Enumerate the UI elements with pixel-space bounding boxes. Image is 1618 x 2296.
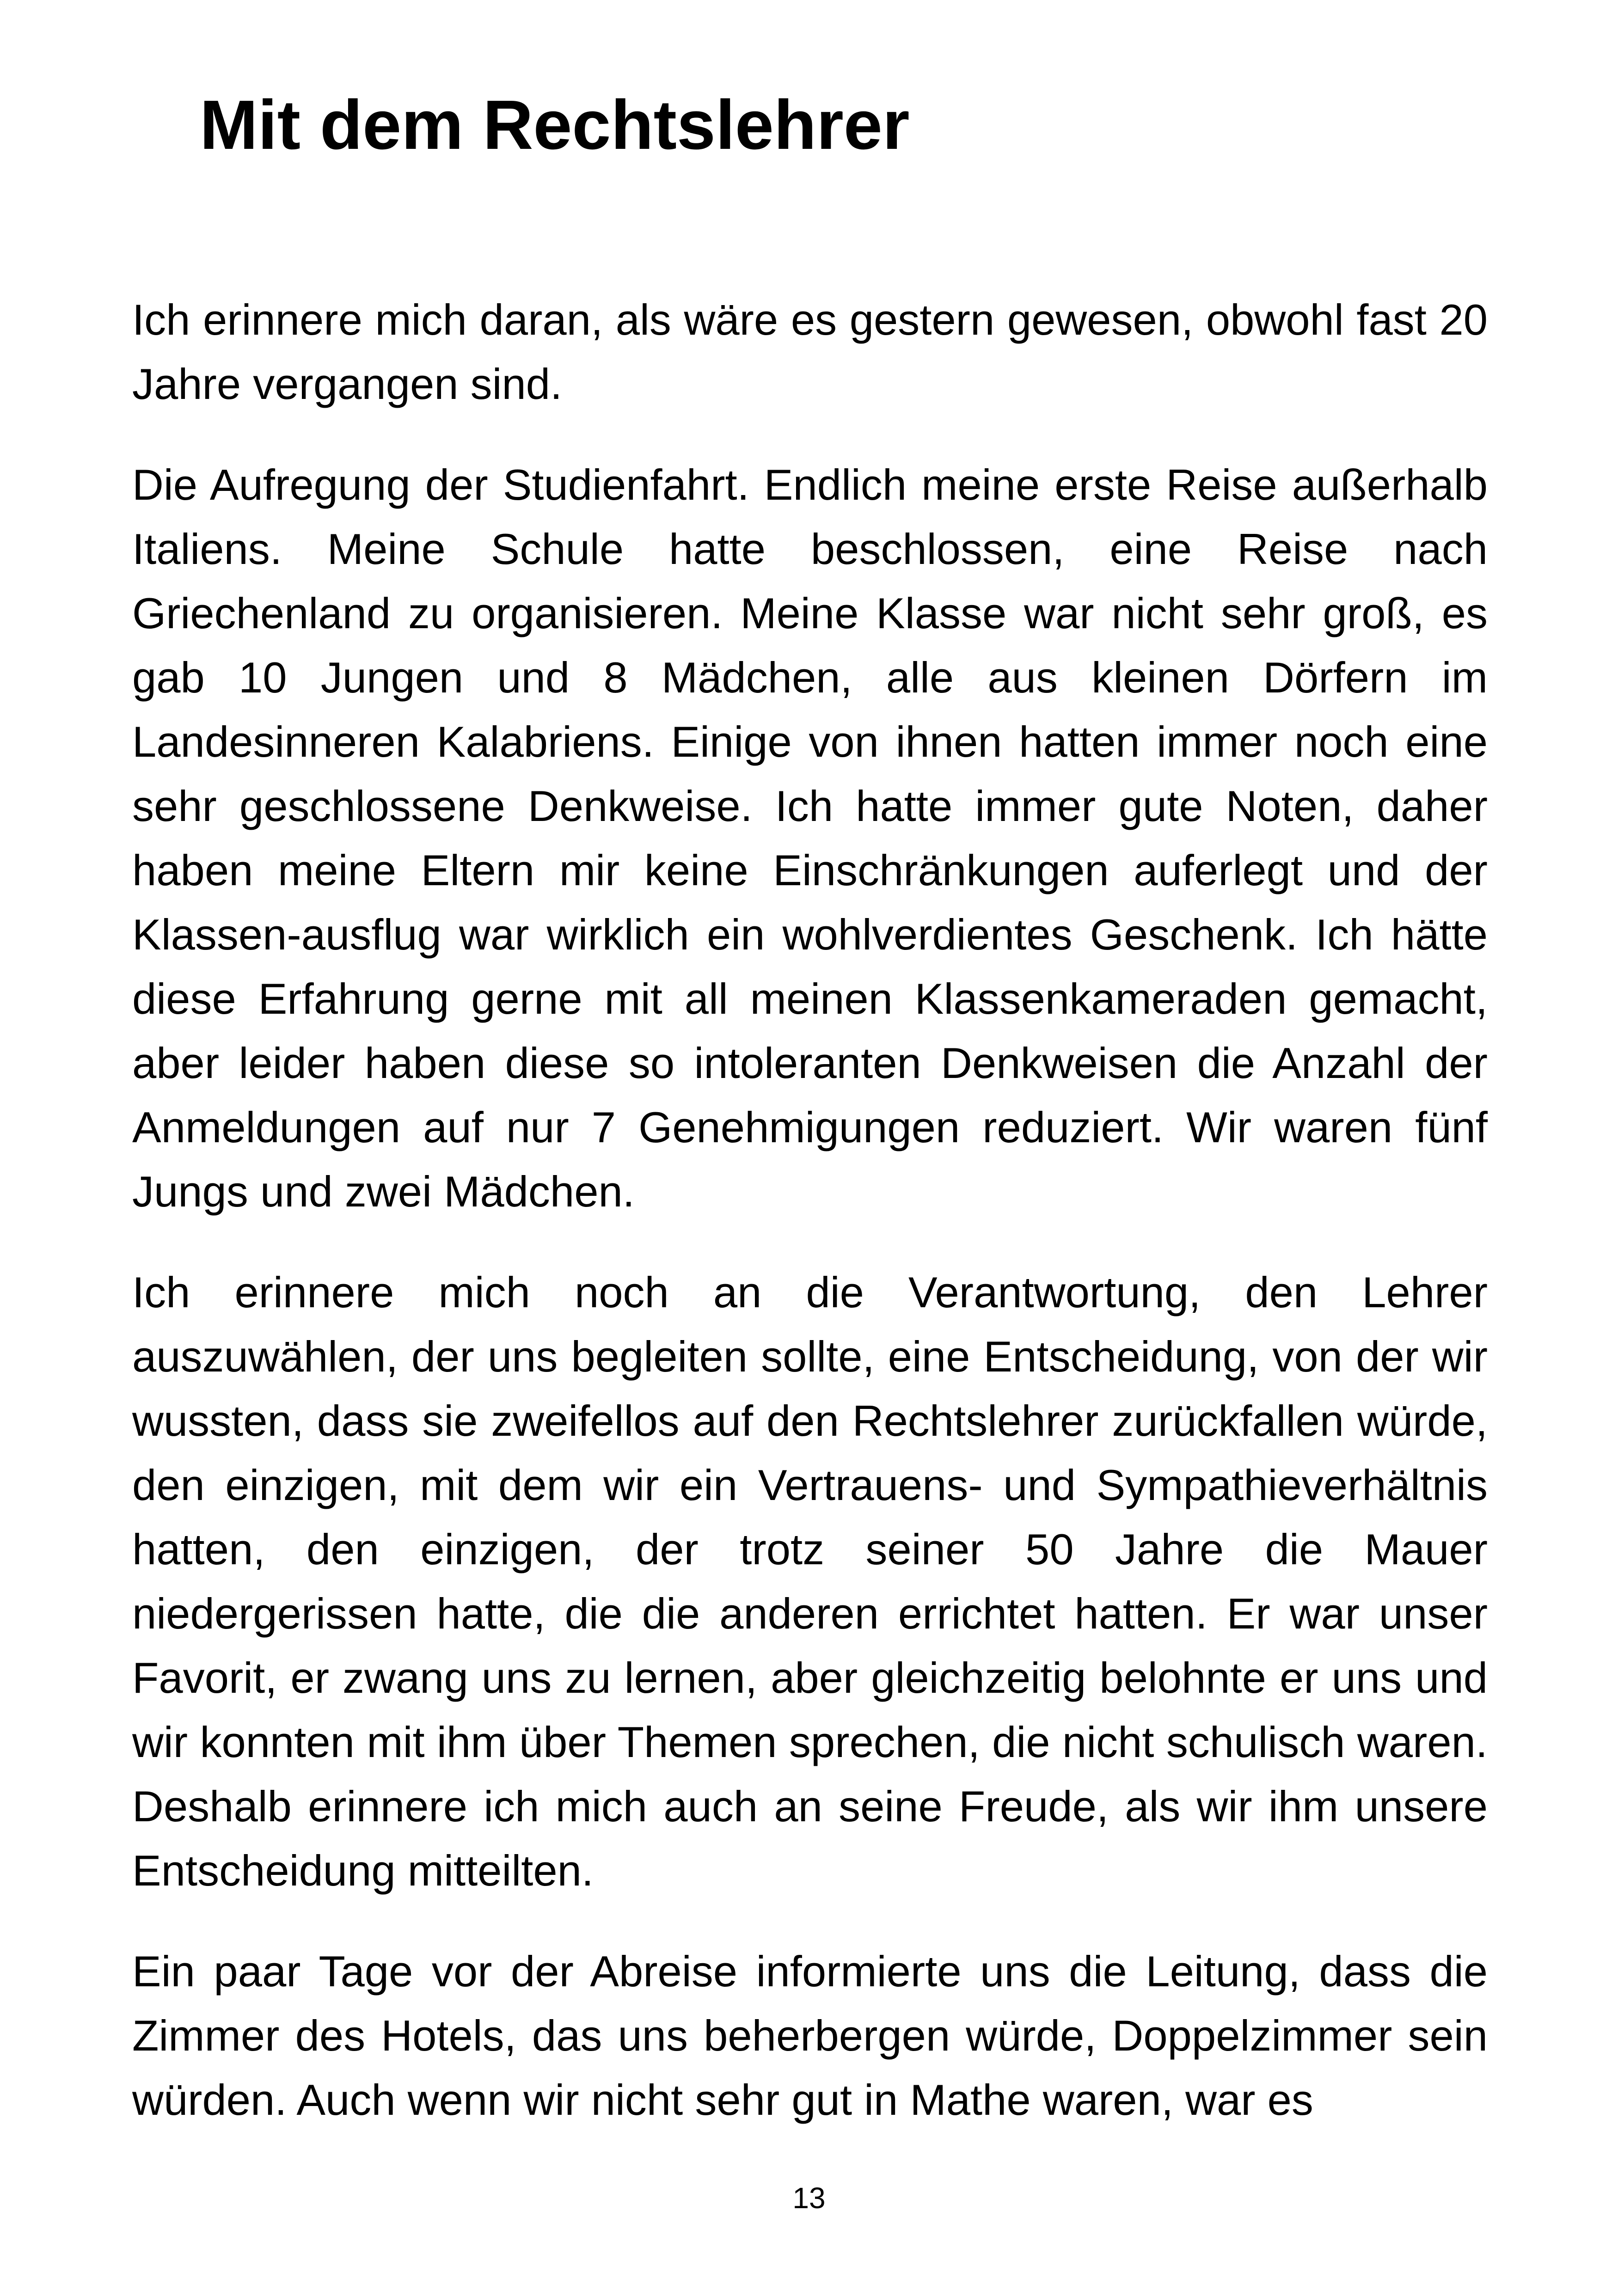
page-number: 13 (792, 2181, 826, 2215)
paragraph: Ich erinnere mich daran, als wäre es gestern gewesen, obwohl fast 20 Jahre vergangen sind. (132, 295, 1488, 408)
chapter-title: Mit dem Rechtslehrer (200, 86, 910, 164)
body-text (132, 288, 1488, 2132)
paragraph: Ich erinnere mich noch an die Verantwortung, den Lehrer auszuwählen, der uns begleiten sollte, eine Entscheidung, von der wir wussten, dass sie zweifellos auf den Rechtslehrer zurückfallen würde, den einzigen, mit dem wir ein Vertrauens- und Sympathieverhältnis hatten, den einzigen, der trotz seiner 50 Jahre die Mauer niedergerissen hatte, die die anderen errichtet hatten. Er war unser Favorit, er zwang uns zu lernen, aber gleichzeitig belohnte er uns und wir konnten mit ihm über Themen sprechen, die nicht schulisch waren. Deshalb erinnere ich mich auch an seine Freude, als wir ihm unsere Entscheidung mitteilten. (132, 1268, 1488, 1895)
paragraph: Die Aufregung der Studienfahrt. Endlich meine erste Reise außerhalb Italiens. Meine Schule hatte beschlossen, eine Reise nach Griechenland zu organisieren. Meine Klasse war nicht sehr groß, es gab 10 Jungen und 8 Mädchen, alle aus kleinen Dörfern im Landesinneren Kalabriens. Einige von ihnen hatten immer noch eine sehr geschlossene Denkweise. Ich hatte immer gute Noten, daher haben meine Eltern mir keine Einschränkungen auferlegt und der Klassen-ausflug war wirklich ein wohlverdientes Geschenk. Ich hätte diese Erfahrung gerne mit all meinen Klassenkameraden gemacht, aber leider haben diese so intoleranten Denkweisen die Anzahl der Anmeldungen auf nur 7 Genehmigungen reduziert. Wir waren fünf Jungs und zwei Mädchen. (132, 460, 1488, 1216)
paragraph: Ein paar Tage vor der Abreise informierte uns die Leitung, dass die Zimmer des Hotels, das uns beherbergen würde, Doppelzimmer sein würden. Auch wenn wir nicht sehr gut in Mathe waren, war es (132, 1947, 1488, 2124)
